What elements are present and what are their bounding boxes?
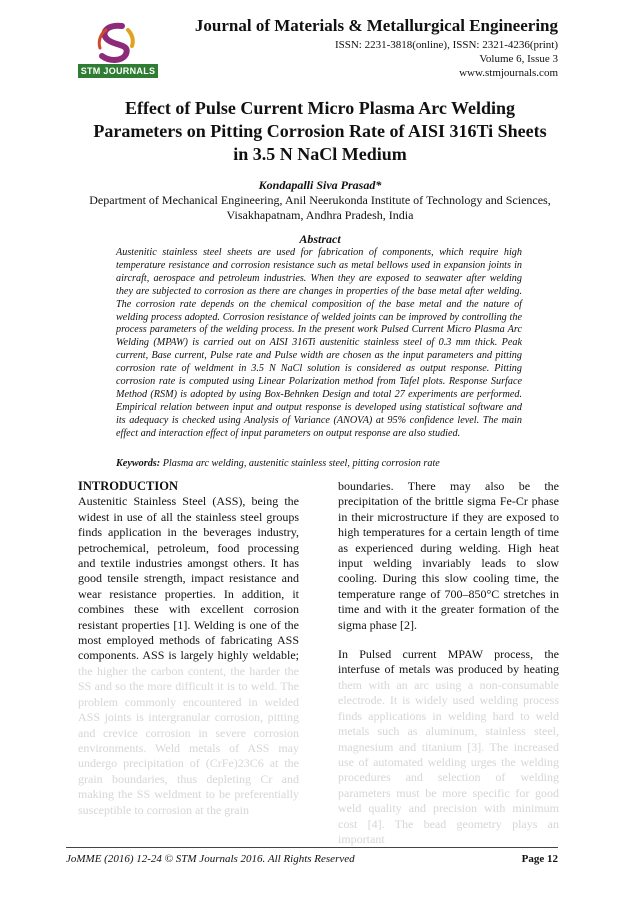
keywords-list: Plasma arc welding, austenitic stainless steel, pitting corrosion rate	[162, 458, 440, 469]
right-column	[338, 479, 559, 847]
journal-meta	[335, 38, 558, 80]
left-column	[78, 479, 299, 818]
author: Kondapalli Siva Prasad*	[258, 178, 382, 192]
issn: ISSN: 2231-3818(online), ISSN: 2321-4236(print)	[334, 39, 558, 51]
affiliation: Department of Mechanical Engineering, Anil Neerukonda Institute of Technology and Sciences, Visakhapatnam, Andhra Pradesh, India	[89, 193, 551, 222]
paper-title: Effect of Pulse Current Micro Plasma Arc Welding Parameters on Pitting Corrosion Rate of AISI 316Ti Sheets in 3.5 N NaCl Medium	[93, 98, 547, 164]
page-number: Page 12	[521, 853, 558, 865]
keywords	[116, 458, 536, 469]
footer-citation: JoMME (2016) 12-24 © STM Journals 2016. All Rights Reserved	[66, 853, 355, 865]
journal-title: Journal of Materials & Metallurgical Engineering	[194, 16, 558, 35]
introduction-heading: INTRODUCTION	[78, 479, 179, 493]
journal-website: www.stmjournals.com	[459, 67, 558, 79]
mpaw-text-visible: In Pulsed current MPAW process, the interfuse of metals was produced by heating	[338, 647, 559, 677]
mpaw-text-faded: them with an arc using a non-consumable electrode. It is widely used welding process finds applications in welding hard to weld metals such as aluminum, stainless steel, magnesium and titanium [3]. The increased use of automated welding urges the welding procedures and selection of welding parameters must be more specific for good weld quality and precision with minimum cost [4]. The bead geometry plays an important	[338, 677, 559, 846]
volume-issue: Volume 6, Issue 3	[479, 53, 558, 65]
logo-text: STM JOURNALS	[78, 64, 158, 78]
abstract-text: Austenitic stainless steel sheets are used for fabrication of components, which require high temperature resistance and corrosion resistance such as metal bellows used in expansion joints in aircraft, aerospace and petroleum industries. When they are exposed to seawater after welding they are subjected to corrosion as there are changes in properties of the base metal after welding. The corrosion rate depends on the chemical composition of the base metal and the nature of welding process adopted. Corrosion resistance of welded joints can be improved by controlling the process parameters of the welding process. In the present work Pulsed Current Micro Plasma Arc Welding (MPAW) is carried out on AISI 316Ti austenitic stainless steel of 0.3 mm thick. Peak current, Base current, Pulse rate and Pulse width are chosen as the input parameters and pitting corrosion rate of weldment in 3.5 N NaCl solution is considered as output response. Pitting corrosion rate is computed using Linear Polarization method from Tafel plots. Response Surface Method (RSM) is adopted by using Box-Behnken Design and total 27 experiments are performed. Empirical relation between input and output response is developed using statistical software and its adequacy is checked using Analysis of Variance (ANOVA) at 95% confidence level. The main effect and interaction effect of input parameters on output response are also studied.	[116, 247, 522, 439]
paragraph-sigma-phase: boundaries. There may also be the precipitation of the brittle sigma Fe-Cr phase in their microstructure if they are exposed to high temperatures for a certain length of time as experienced during welding. High heat input welding invariably leads to slow cooling. During this slow cooling time, the temperature range of 700–850°C stretches in time and with it the greater formation of the sigma phase [2].	[338, 479, 559, 632]
stm-logo-icon	[92, 20, 142, 64]
intro-paragraph	[78, 494, 299, 818]
footer-divider	[66, 847, 558, 848]
publisher-logo	[78, 20, 158, 82]
intro-text-visible: Austenitic Stainless Steel (ASS), being the widest in use of all the stainless steel groups finds application in the beverages industry, petrochemical, petroleum, food processing and textile industries amongst others. It has good tensile strength, impact resistance and wear resistance properties. In addition, it combines these with excellent corrosion resistant properties [1]. Welding is one of the most employed methods of fabricating ASS components. ASS is largely highly weldable;	[78, 494, 299, 663]
keywords-label: Keywords:	[116, 458, 161, 469]
intro-text-faded: the higher the carbon content, the harder the SS and so the more difficult it is to weld. The problem commonly encountered in welded ASS joints is intergranular corrosion, pitting and crevice corrosion in severe corrosion environments. Weld metals of ASS may undergo precipitation of (CrFe)23C6 at the grain boundaries, thus depleting Cr and making the SS weldment to be preferentially susceptible to corrosion at the grain	[78, 663, 299, 817]
paragraph-mpaw	[338, 647, 559, 847]
abstract-heading: Abstract	[299, 232, 341, 246]
